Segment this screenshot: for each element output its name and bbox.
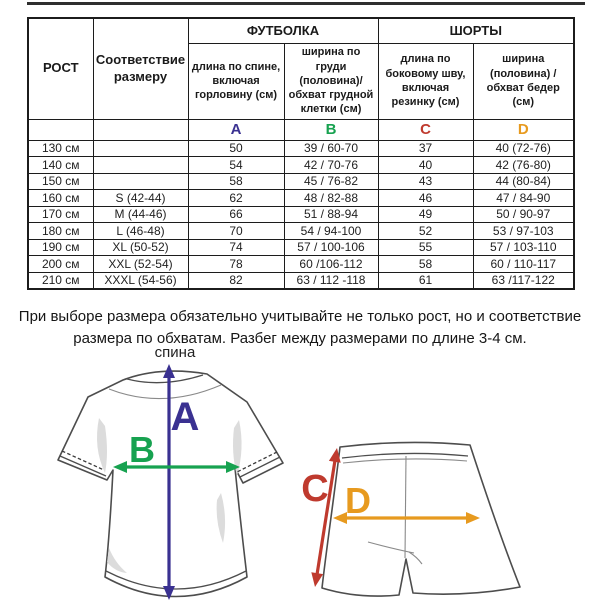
table-cell: S (42-44) — [93, 190, 188, 207]
table-cell: 150 см — [28, 173, 93, 190]
measure-letter-b: B — [129, 429, 155, 470]
table-cell: 200 см — [28, 256, 93, 273]
table-cell: 52 — [378, 223, 473, 240]
measure-letter-d: D — [345, 480, 371, 521]
table-group-header-row — [28, 18, 574, 43]
tshirt-diagram — [35, 358, 300, 600]
col-header-size-match: Соответствие размеру — [93, 18, 188, 119]
table-cell: 160 см — [28, 190, 93, 207]
col-header-hip-width: ширина (половина) / обхват бедер (см) — [473, 43, 574, 119]
table-cell: 57 / 103-110 — [473, 239, 574, 256]
table-row — [28, 206, 574, 223]
table-row — [28, 157, 574, 174]
table-cell: 44 (80-84) — [473, 173, 574, 190]
empty-cell — [93, 119, 188, 140]
letter-b-cell: B — [284, 119, 378, 140]
table-cell: L (46-48) — [93, 223, 188, 240]
table-cell: 130 см — [28, 140, 93, 157]
table-cell: 50 / 90-97 — [473, 206, 574, 223]
table-cell: 42 / 70-76 — [284, 157, 378, 174]
table-cell: 46 — [378, 190, 473, 207]
measure-letter-a: A — [170, 395, 200, 439]
table-cell: 60 / 110-117 — [473, 256, 574, 273]
measure-letter-c: C — [301, 468, 329, 510]
letter-c-cell: C — [378, 119, 473, 140]
table-cell: 37 — [378, 140, 473, 157]
group-header-shorts: ШОРТЫ — [378, 18, 574, 43]
table-cell: 190 см — [28, 239, 93, 256]
table-cell: 40 (72-76) — [473, 140, 574, 157]
table-cell: 140 см — [28, 157, 93, 174]
size-table — [27, 17, 575, 290]
table-cell: 47 / 84-90 — [473, 190, 574, 207]
table-cell: 40 — [378, 157, 473, 174]
col-header-side-seam-length: длина по боковому шву, включая резинку (см) — [378, 43, 473, 119]
table-cell — [93, 157, 188, 174]
table-cell: 66 — [188, 206, 284, 223]
table-row — [28, 173, 574, 190]
table-letters-row — [28, 119, 574, 140]
table-cell — [93, 173, 188, 190]
table-cell: XXXL (54-56) — [93, 272, 188, 289]
group-header-tshirt: ФУТБОЛКА — [188, 18, 378, 43]
col-header-chest-width: ширина по груди (половина)/обхват грудной клетки (см) — [284, 43, 378, 119]
size-table-body — [28, 140, 574, 289]
table-cell: 57 / 100-106 — [284, 239, 378, 256]
table-cell: 74 — [188, 239, 284, 256]
table-cell: 82 — [188, 272, 284, 289]
size-note — [0, 306, 600, 350]
note-line-1: При выборе размера обязательно учитывайте не только рост, но и соответствие — [18, 308, 582, 325]
table-cell: 62 — [188, 190, 284, 207]
table-cell: 63 /117-122 — [473, 272, 574, 289]
arrow-c-head-down — [311, 572, 323, 587]
table-cell: 58 — [188, 173, 284, 190]
table-cell: 49 — [378, 206, 473, 223]
table-row — [28, 190, 574, 207]
table-cell: 42 (76-80) — [473, 157, 574, 174]
table-cell: 170 см — [28, 206, 93, 223]
table-cell: 51 / 88-94 — [284, 206, 378, 223]
table-cell: 43 — [378, 173, 473, 190]
table-row — [28, 140, 574, 157]
table-row — [28, 239, 574, 256]
table-cell: 58 — [378, 256, 473, 273]
table-cell: 53 / 97-103 — [473, 223, 574, 240]
table-cell: 70 — [188, 223, 284, 240]
back-view-label: спина — [154, 344, 196, 361]
letter-a-cell: A — [188, 119, 284, 140]
table-cell — [93, 140, 188, 157]
shorts-diagram — [296, 436, 528, 600]
table-cell: 61 — [378, 272, 473, 289]
table-row — [28, 223, 574, 240]
table-cell: 54 / 94-100 — [284, 223, 378, 240]
note-line-2: размера по обхватам. Разбег между размерами по длине 3-4 см. — [73, 329, 527, 347]
table-cell: M (44-46) — [93, 206, 188, 223]
table-cell: 50 — [188, 140, 284, 157]
col-header-back-length: длина по спине, включая горловину (см) — [188, 43, 284, 119]
table-row — [28, 272, 574, 289]
table-cell: 78 — [188, 256, 284, 273]
table-cell: XXL (52-54) — [93, 256, 188, 273]
table-cell: 55 — [378, 239, 473, 256]
table-row — [28, 256, 574, 273]
table-cell: 45 / 76-82 — [284, 173, 378, 190]
table-cell: 60 /106-112 — [284, 256, 378, 273]
empty-cell — [28, 119, 93, 140]
table-cell: 39 / 60-70 — [284, 140, 378, 157]
table-cell: 210 см — [28, 272, 93, 289]
letter-d-cell: D — [473, 119, 574, 140]
table-cell: XL (50-52) — [93, 239, 188, 256]
table-cell: 63 / 112 -118 — [284, 272, 378, 289]
table-cell: 54 — [188, 157, 284, 174]
top-crop-line — [27, 2, 585, 5]
table-cell: 180 см — [28, 223, 93, 240]
col-header-height: РОСТ — [28, 18, 93, 119]
table-cell: 48 / 82-88 — [284, 190, 378, 207]
